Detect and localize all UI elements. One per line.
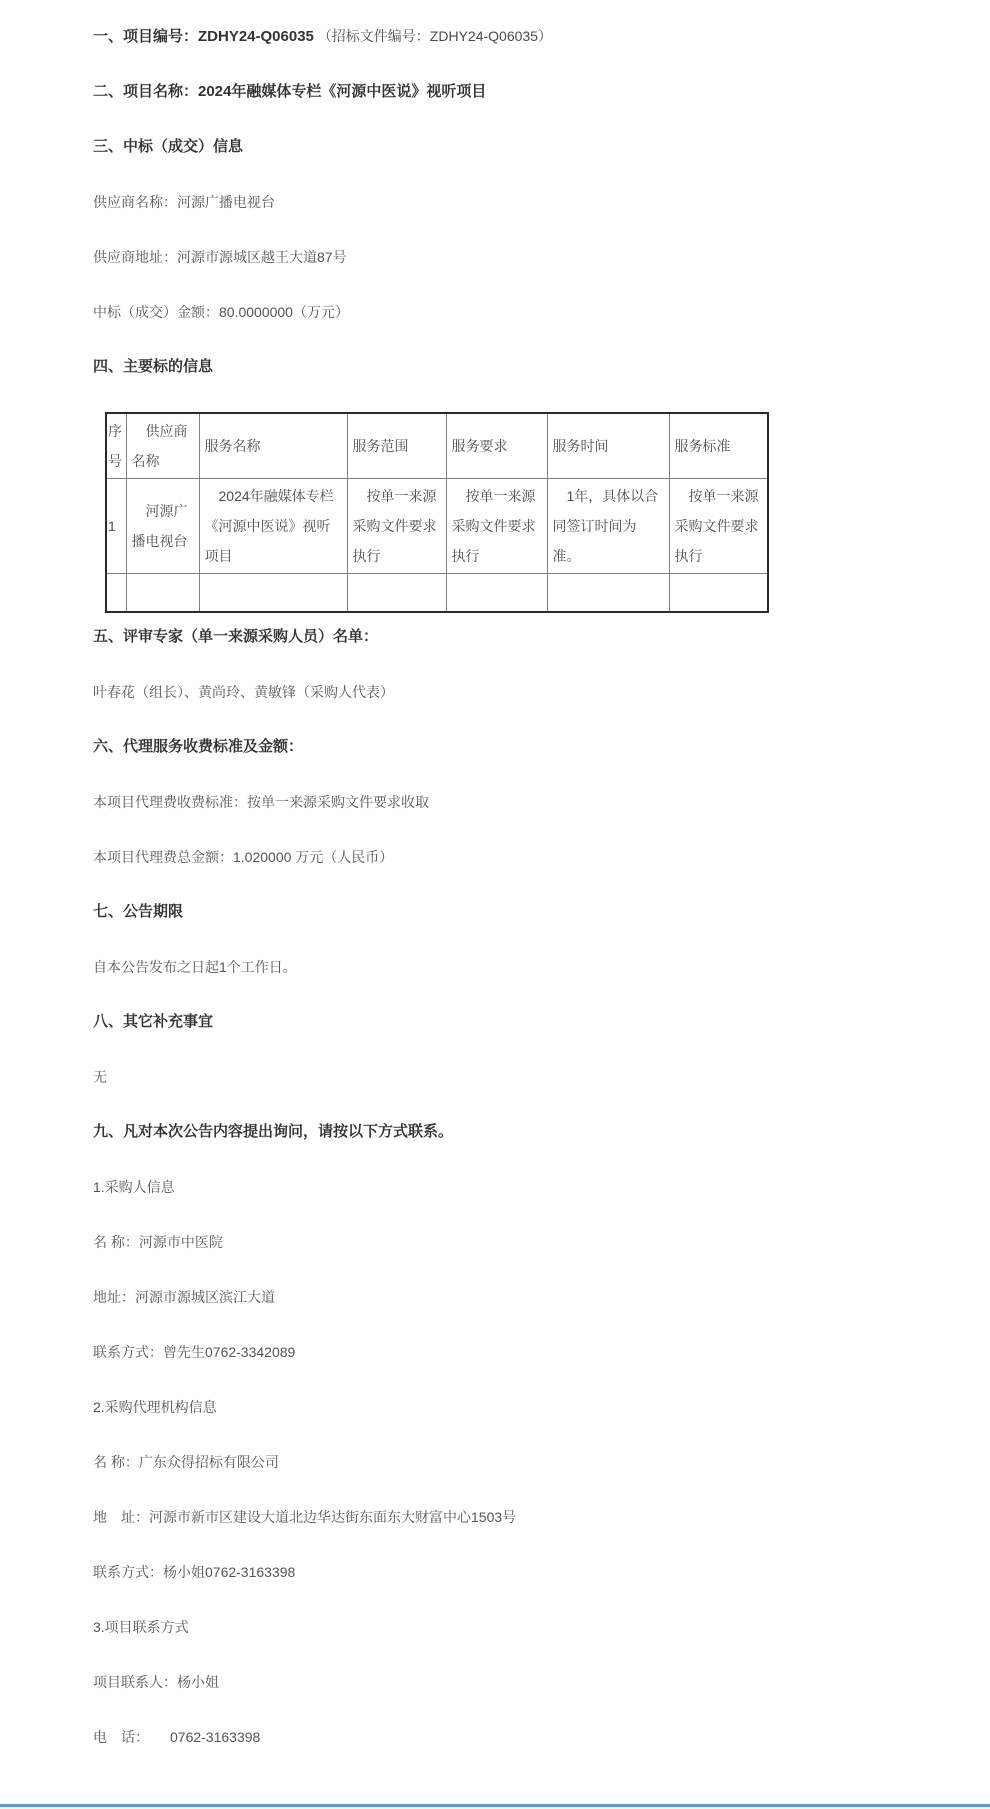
agency-fee-standard: 本项目代理费收费标准：按单一来源采购文件要求收取 [93,793,429,810]
cell-empty [126,574,199,612]
header-service-scope: 服务范围 [347,413,446,479]
cell-seq-no: 1 [106,479,126,574]
section-announcement-period-heading: 七、公告期限 [93,902,184,920]
header-service-time: 服务时间 [547,413,669,479]
table-row-empty [106,574,768,612]
project-contact-phone: 电 话： 0762-3163398 [93,1728,261,1745]
cell-service-standard: 按单一来源采购文件要求执行 [669,479,768,574]
cell-service-scope: 按单一来源采购文件要求执行 [347,479,446,574]
cell-service-name: 2024年融媒体专栏《河源中医说》视听项目 [199,479,347,574]
table-row [106,479,768,574]
purchaser-info-heading: 1.采购人信息 [93,1178,175,1195]
header-service-name: 服务名称 [199,413,347,479]
supplier-address: 供应商地址：河源市源城区越王大道87号 [93,249,347,265]
cell-empty [199,574,347,612]
table-header-row [106,413,768,479]
agency-name: 名 称：广东众得招标有限公司 [93,1453,279,1470]
project-contact-person: 项目联系人：杨小姐 [93,1673,219,1690]
project-contact-heading: 3.项目联系方式 [93,1618,189,1635]
cell-empty [106,574,126,612]
section-other-heading: 八、其它补充事宜 [93,1012,214,1030]
agency-address: 地 址：河源市新市区建设大道北边华达街东面东大财富中心1503号 [93,1508,517,1525]
section-contact-heading: 九、凡对本次公告内容提出询问，请按以下方式联系。 [93,1122,454,1140]
supplier-name: 供应商名称：河源广播电视台 [93,194,275,210]
header-supplier-name: 供应商名称 [126,413,199,479]
project-number-label: 一、项目编号：ZDHY24-Q06035 [93,28,314,45]
cell-service-time: 1年，具体以合同签订时间为准。 [547,479,669,574]
award-amount: 中标（成交）金额：80.0000000（万元） [93,304,349,320]
agency-info-heading: 2.采购代理机构信息 [93,1398,217,1415]
purchaser-name: 名 称：河源市中医院 [93,1233,223,1250]
section-main-subject-heading: 四、主要标的信息 [93,358,214,375]
cell-empty [669,574,768,612]
other-matters: 无 [93,1068,107,1085]
header-seq-no: 序号 [106,413,126,479]
experts-list: 叶春花（组长）、黄尚玲、黄敏锋（采购人代表） [93,683,394,700]
cell-service-requirement: 按单一来源采购文件要求执行 [446,479,547,574]
announcement-period: 自本公告发布之日起1个工作日。 [93,958,297,975]
section-award-info-heading: 三、中标（成交）信息 [93,138,244,155]
purchaser-address: 地址：河源市源城区滨江大道 [93,1288,275,1305]
agency-fee-total: 本项目代理费总金额：1.020000 万元（人民币） [93,848,394,865]
cell-empty [446,574,547,612]
header-service-standard: 服务标准 [669,413,768,479]
section-agency-fee-heading: 六、代理服务收费标准及金额： [93,737,304,755]
cell-empty [347,574,446,612]
tender-doc-number: （招标文件编号：ZDHY24-Q06035） [313,28,552,44]
section-project-name: 二、项目名称：2024年融媒体专栏《河源中医说》视听项目 [93,83,487,100]
cell-supplier-name: 河源广播电视台 [126,479,199,574]
footer-divider [0,1804,990,1807]
section-project-number [93,26,900,47]
section-experts-heading: 五、评审专家（单一来源采购人员）名单： [93,627,379,645]
main-bid-table [105,412,769,613]
agency-contact: 联系方式：杨小姐0762-3163398 [93,1563,296,1580]
cell-empty [547,574,669,612]
header-service-requirement: 服务要求 [446,413,547,479]
purchaser-contact: 联系方式：曾先生0762-3342089 [93,1343,296,1360]
